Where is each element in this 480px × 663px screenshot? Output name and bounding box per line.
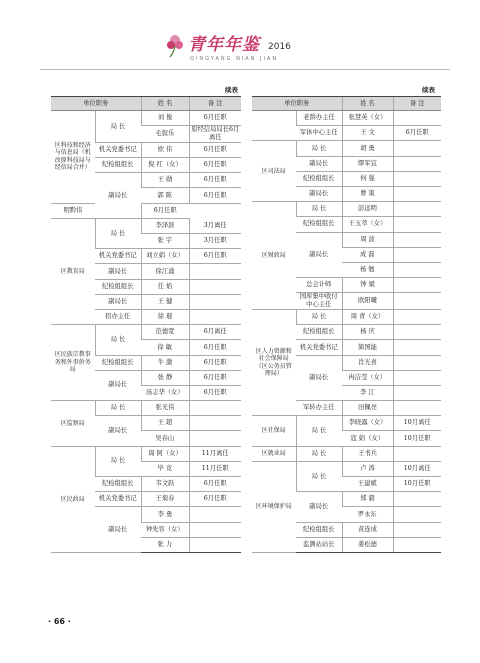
- name-cell: 刘 俊: [141, 111, 189, 126]
- note-cell: 6月任职: [189, 477, 241, 492]
- unit-cell: 区民族宗教事务和外事侨务局: [51, 325, 95, 401]
- page-header: [0, 0, 480, 70]
- unit-cell: 区司法局: [252, 141, 296, 202]
- note-cell: 6月任职: [189, 355, 241, 370]
- name-cell: 韦文跃: [141, 477, 189, 492]
- name-cell: 曹 策: [342, 186, 393, 201]
- name-cell: 徐 琨: [141, 309, 189, 324]
- personnel-table-left: [51, 96, 241, 553]
- note-cell: 6月任职: [189, 340, 241, 355]
- post-cell: 总会计师: [296, 278, 342, 293]
- page-number: · 66 ·: [48, 617, 71, 626]
- note-cell: 6月任职: [189, 385, 241, 400]
- table-row: [51, 218, 241, 233]
- post-cell: 招办主任: [95, 309, 141, 324]
- unit-cell: 区教育局: [51, 218, 95, 324]
- note-cell: [393, 492, 441, 507]
- column-header-unit: 单位职务: [51, 97, 141, 111]
- name-cell: 张 静: [141, 370, 189, 385]
- post-cell: 副局长: [296, 492, 342, 522]
- table-row: [51, 446, 241, 461]
- name-cell: 任 焰: [141, 279, 189, 294]
- name-cell: 张 宇: [141, 234, 189, 249]
- note-cell: [393, 202, 441, 217]
- name-cell: 欧阳曦: [342, 293, 393, 310]
- post-cell: 纪检组组长: [296, 325, 342, 340]
- post-cell: 副局长: [296, 156, 342, 171]
- name-cell: 王 健: [141, 294, 189, 309]
- note-cell: 6月任职: [189, 173, 241, 188]
- note-cell: 10月任职: [393, 477, 441, 492]
- name-cell: 郭 陈: [141, 188, 189, 203]
- yearbook-year: 2016: [268, 42, 291, 52]
- column-header-note: 备 注: [393, 97, 441, 111]
- name-cell: 吴春山: [141, 431, 189, 446]
- note-cell: [393, 293, 441, 310]
- name-cell: 李晓露（女）: [342, 416, 393, 431]
- post-cell: 副局长: [95, 173, 141, 219]
- table-header-row: [252, 97, 441, 111]
- name-cell: 范德宽: [141, 325, 189, 340]
- note-cell: [189, 401, 241, 416]
- post-cell: 局 长: [95, 325, 141, 355]
- yearbook-title: 青年年鉴: [188, 35, 260, 55]
- note-cell: [189, 537, 241, 552]
- post-cell: 国库集中收付中心主任: [296, 293, 342, 310]
- yearbook-logo: [160, 30, 330, 66]
- post-cell: 副局长: [296, 186, 342, 201]
- post-cell: 副局长: [95, 294, 141, 309]
- name-cell: 欧 伟: [141, 142, 189, 157]
- name-cell: 汤志华（女）: [141, 385, 189, 400]
- unit-cell: 区财政局: [252, 202, 296, 310]
- note-cell: [189, 416, 241, 431]
- name-cell: 李 勇: [141, 507, 189, 522]
- note-cell: [393, 278, 441, 293]
- note-cell: 6月离任: [189, 325, 241, 340]
- post-cell: 副局长: [95, 507, 141, 553]
- post-cell: 副局长: [95, 416, 141, 446]
- note-cell: 10月离任: [393, 461, 441, 476]
- name-cell: 肖光喜: [342, 355, 393, 370]
- name-cell: 缪军宜: [342, 156, 393, 171]
- column-header-note: 备 注: [189, 97, 241, 111]
- flower-icon: [164, 32, 186, 58]
- table-row: [252, 446, 441, 461]
- note-cell: [393, 111, 441, 126]
- name-cell: 王书兵: [342, 446, 393, 461]
- name-cell: 简国能: [342, 340, 393, 355]
- unit-cell: 区环境保护局: [252, 461, 296, 552]
- name-cell: 毛叙乐: [141, 126, 189, 143]
- name-cell: 田佩亮: [342, 401, 393, 416]
- table-row: [51, 203, 241, 218]
- name-cell: 卢 涛: [342, 461, 393, 476]
- note-cell: [189, 431, 241, 446]
- unit-cell: 区人力资源和社会保障局（区公务员管理局）: [252, 309, 296, 415]
- name-cell: 王玉萃（女）: [342, 217, 393, 232]
- note-cell: [393, 537, 441, 552]
- note-cell: [393, 446, 441, 461]
- note-cell: 10月任职: [393, 431, 441, 446]
- table-header-row: [51, 97, 241, 111]
- note-cell: [189, 309, 241, 324]
- note-cell: 6月任职: [189, 188, 241, 203]
- post-cell: 监测站站长: [296, 537, 342, 552]
- post-cell: 机关党委书记: [296, 340, 342, 355]
- note-cell: 6月任职: [189, 111, 241, 126]
- name-cell: 倪 红（女）: [141, 158, 189, 173]
- personnel-table-body: [252, 111, 441, 553]
- post-cell: 纪检组组长: [296, 217, 342, 232]
- name-cell: 徐 敏: [141, 340, 189, 355]
- post-cell: 军转办主任: [296, 401, 342, 416]
- table-row: [252, 461, 441, 476]
- post-cell: 局 长: [296, 309, 342, 324]
- post-cell: 纪检组组长: [296, 171, 342, 186]
- note-cell: [393, 141, 441, 156]
- note-cell: 3月离任: [189, 218, 241, 233]
- table-row: [252, 202, 441, 217]
- name-cell: 王 勋: [141, 173, 189, 188]
- table-row: [252, 309, 441, 324]
- name-cell: 张光伟: [141, 401, 189, 416]
- name-cell: 明黔伟: [51, 203, 95, 218]
- note-cell: 10月离任: [393, 416, 441, 431]
- unit-cell: 区科技和经济与信息局（机改原科技局与经信局合并）: [51, 111, 95, 204]
- note-cell: 6月任职: [189, 492, 241, 507]
- name-cell: 李泽滨: [141, 218, 189, 233]
- header-rule: [40, 69, 450, 70]
- name-cell: 黄连成: [342, 522, 393, 537]
- note-cell: [393, 325, 441, 340]
- note-cell: [393, 507, 441, 522]
- table-row: [252, 111, 441, 126]
- note-cell: 6月任职: [189, 249, 241, 264]
- note-cell: [189, 522, 241, 537]
- note-cell: [393, 355, 441, 370]
- table-row: [51, 325, 241, 340]
- name-cell: 王菊春: [141, 492, 189, 507]
- note-cell: [189, 264, 241, 279]
- post-cell: 局 长: [95, 111, 141, 143]
- note-cell: [189, 294, 241, 309]
- name-cell: 罗永东: [342, 507, 393, 522]
- note-cell: 6月任职: [189, 370, 241, 385]
- post-cell: 局 长: [296, 446, 342, 461]
- continued-label-right: 续表: [422, 86, 435, 94]
- name-cell: 杨 庆: [342, 325, 393, 340]
- note-cell: [189, 507, 241, 522]
- post-cell: 局 长: [296, 141, 342, 156]
- name-cell: 毕 竞: [141, 461, 189, 476]
- post-cell: 局 长: [296, 461, 342, 491]
- note-cell: [393, 186, 441, 201]
- table-row: [51, 111, 241, 126]
- post-cell: 机关党委书记: [95, 142, 141, 157]
- continued-label-left: 续表: [225, 86, 238, 94]
- note-cell: [393, 171, 441, 186]
- note-cell: [393, 247, 441, 262]
- table-row: [252, 141, 441, 156]
- post-cell: 局 长: [95, 401, 141, 416]
- name-cell: 李 江: [342, 385, 393, 400]
- note-cell: 11月离任: [189, 446, 241, 461]
- post-cell: 局 长: [296, 202, 342, 217]
- name-cell: 何 强: [342, 171, 393, 186]
- name-cell: 牛 激: [141, 355, 189, 370]
- name-cell: 周 阿（女）: [141, 446, 189, 461]
- unit-cell: [252, 111, 296, 141]
- name-cell: 冉洁莹（女）: [342, 370, 393, 385]
- name-cell: 彭远明: [342, 202, 393, 217]
- post-cell: 局 长: [296, 416, 342, 446]
- yearbook-subtitle: QINGYANG NIAN JIAN: [190, 56, 279, 62]
- unit-cell: 区民政局: [51, 446, 95, 552]
- note-cell: 原经信局局长6月离任: [189, 126, 241, 143]
- column-header-unit: 单位职务: [252, 97, 342, 111]
- name-cell: 徐江涌: [141, 264, 189, 279]
- name-cell: 郑 毅: [342, 492, 393, 507]
- personnel-table-right: [252, 96, 441, 553]
- post-cell: 纪检组组长: [296, 522, 342, 537]
- unit-cell: 区就业局: [252, 446, 296, 461]
- note-cell: [393, 370, 441, 385]
- post-cell: 纪检组组长: [95, 477, 141, 492]
- note-cell: [189, 279, 241, 294]
- post-cell: 机关党委书记: [95, 492, 141, 507]
- name-cell: 姜松德: [342, 537, 393, 552]
- name-cell: 周 青（女）: [342, 309, 393, 324]
- note-cell: [393, 217, 441, 232]
- post-cell: 副局长: [296, 355, 342, 401]
- name-cell: 张慧英（女）: [342, 111, 393, 126]
- table-row: [51, 401, 241, 416]
- name-cell: 王建斌: [342, 477, 393, 492]
- note-cell: 6月任职: [393, 126, 441, 141]
- name-cell: 王 超: [141, 416, 189, 431]
- post-cell: 局 长: [95, 218, 141, 248]
- note-cell: 6月任职: [189, 158, 241, 173]
- table-row: [252, 416, 441, 431]
- post-cell: 机关党委书记: [95, 249, 141, 264]
- column-header-name: 姓 名: [141, 97, 189, 111]
- post-cell: 纪检组组长: [95, 355, 141, 370]
- unit-cell: 区监察局: [51, 401, 95, 447]
- note-cell: [393, 309, 441, 324]
- note-cell: [393, 340, 441, 355]
- note-cell: 6月任职: [141, 203, 189, 218]
- note-cell: [393, 232, 441, 247]
- personnel-table-body: [51, 111, 241, 553]
- note-cell: [393, 401, 441, 416]
- post-cell: 副局长: [296, 232, 342, 278]
- note-cell: 11月任职: [189, 461, 241, 476]
- name-cell: 张 力: [141, 537, 189, 552]
- post-cell: 局 长: [95, 446, 141, 476]
- post-cell: 副局长: [95, 264, 141, 279]
- post-cell: 老龄办主任: [296, 111, 342, 126]
- name-cell: 寇 娟（女）: [342, 431, 393, 446]
- post-cell: 军休中心主任: [296, 126, 342, 141]
- name-cell: 钟 斌: [342, 278, 393, 293]
- unit-cell: 区社保局: [252, 416, 296, 446]
- note-cell: [393, 385, 441, 400]
- post-cell: 纪检组组长: [95, 279, 141, 294]
- name-cell: 王 文: [342, 126, 393, 141]
- name-cell: 钟先容（女）: [141, 522, 189, 537]
- column-header-name: 姓 名: [342, 97, 393, 111]
- note-cell: [393, 522, 441, 537]
- note-cell: 6月任职: [189, 142, 241, 157]
- post-cell: 副局长: [95, 370, 141, 400]
- name-cell: 周 波: [342, 232, 393, 247]
- note-cell: [393, 156, 441, 171]
- name-cell: 成 磊: [342, 247, 393, 262]
- name-cell: 杨 勉: [342, 262, 393, 277]
- note-cell: [393, 262, 441, 277]
- note-cell: 3月任职: [189, 234, 241, 249]
- post-cell: 纪检组组长: [95, 158, 141, 173]
- name-cell: 刘立娟（女）: [141, 249, 189, 264]
- name-cell: 胡 勇: [342, 141, 393, 156]
